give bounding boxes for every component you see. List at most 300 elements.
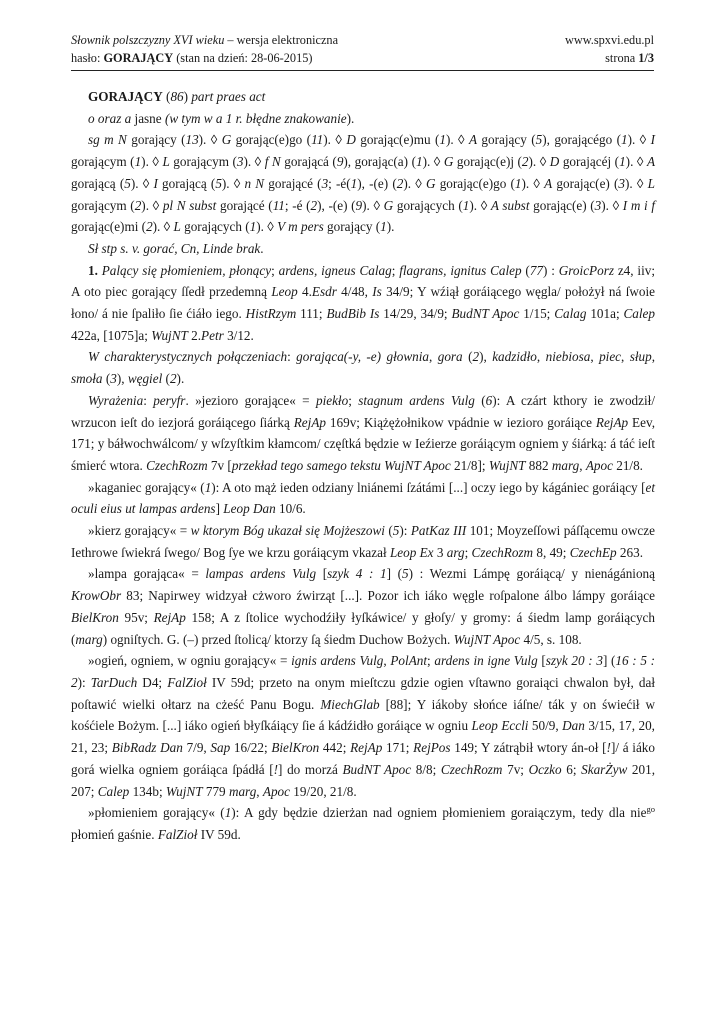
text-run: KrowObr — [71, 588, 122, 604]
text-run: 1 — [415, 154, 423, 170]
text-run: RejAp — [293, 414, 326, 430]
text-run: gorającą ( — [157, 175, 216, 191]
text-run: płomień gaśnie. — [71, 826, 158, 842]
text-run: 2 — [169, 371, 177, 387]
text-run: ( — [162, 89, 171, 104]
text-run: ] ( — [386, 566, 402, 582]
text-run: 95v; — [118, 609, 154, 625]
text-run: ). ◊ — [256, 219, 278, 235]
text-run: z4, iiv; A oto piec gorający ſſedł przedemną — [71, 262, 655, 300]
text-run: go — [646, 804, 655, 815]
text-run: stagnum ardens Vulg — [358, 392, 475, 408]
text-run: Is — [372, 284, 382, 300]
text-run: 7v; — [502, 761, 529, 777]
text-run: ignis ardens Vulg — [291, 653, 384, 669]
text-run: 10/6. — [275, 501, 306, 517]
text-run: »ogień, ogniem, w ogniu gorający« = — [88, 653, 292, 669]
text-run: 5 — [392, 523, 400, 539]
text-run: 1 — [350, 175, 358, 191]
text-run: 2 — [146, 219, 153, 235]
text-run: BudNT Apoc — [451, 306, 520, 322]
text-run: RejAp — [350, 740, 383, 756]
text-run: , — [428, 349, 438, 365]
entry-paragraph — [71, 108, 655, 130]
entry-date: (stan na dzień: 28-06-2015) — [173, 51, 313, 65]
text-run: ( — [102, 371, 111, 387]
text-run: 4. — [297, 284, 312, 300]
text-run: gorającą ( — [71, 175, 125, 191]
text-run: ) — [183, 89, 192, 104]
text-run: 7v [ — [207, 457, 232, 473]
text-run: »kaganiec gorający« ( — [88, 479, 205, 495]
text-run: 86 — [170, 89, 184, 104]
text-run: ; — [427, 653, 435, 669]
text-run: ardens, igneus Calag — [278, 262, 392, 278]
text-run: flagrans, ignitus Calep — [399, 262, 522, 278]
text-run: Leop Dan — [223, 501, 276, 517]
text-run: ). — [346, 110, 355, 126]
entry-paragraph — [71, 802, 655, 845]
text-run: 6; — [561, 761, 582, 777]
text-run: 5 — [401, 566, 409, 582]
text-run: Eev, 171; y báłwochwálcom/ y wſzyſtkim kłamcom/ częſtká będzie w Ieźierze goráiącym ogniem y śiárką: á táć ieſt śmierć wtora. — [71, 414, 655, 473]
text-run: A subst — [490, 197, 530, 213]
text-run: ; — [391, 262, 400, 278]
text-run: w — [203, 110, 213, 126]
text-run: IV 59d; przeto na onym mieſtczu gdzie ogien vſtawno goraiąci chwalon był, dał poſtawić wielki ołtarz na cżeść Panu Bogu. — [71, 674, 655, 712]
text-run: 3/12. — [223, 327, 254, 343]
text-run: 149; Y zátrąbił wtory án-oł [ — [450, 740, 607, 756]
text-run: Sap — [210, 740, 231, 756]
text-run: 5 — [124, 175, 131, 191]
text-run: 16 : 5 : 2 — [71, 653, 655, 690]
page-number: 1/3 — [638, 51, 654, 65]
text-run: ). ◊ — [152, 219, 174, 235]
entry-paragraph — [71, 86, 655, 108]
text-run: w ktorym Bóg ukazał się Mojżeszowi — [190, 523, 385, 539]
text-run: I m i f — [622, 197, 655, 213]
text-run: 1 — [134, 154, 142, 170]
text-run: 1 — [249, 219, 257, 235]
text-run: BibRadz Dan — [111, 740, 183, 756]
text-run: gorający ( — [477, 132, 536, 148]
text-run: ) : — [543, 262, 559, 278]
text-run: »lampa gorająca« = — [88, 566, 206, 582]
text-run: [ — [537, 653, 546, 669]
text-run: 2 — [521, 154, 529, 170]
text-run: peryfr — [153, 392, 186, 408]
text-run: ) ogniſtych. G. (–) przed ſtolicą/ ktorzy ſą śiedm Duchow Bożych. — [102, 631, 454, 647]
text-run: 4/5, s. 108. — [520, 631, 582, 647]
text-run: Palący się płomieniem, płonący — [101, 262, 272, 278]
text-run: 201, 207; — [71, 761, 655, 799]
text-run: 16/22; — [230, 740, 272, 756]
text-run: ( — [474, 392, 486, 408]
text-run: o — [88, 110, 95, 126]
text-run: 2 — [134, 197, 142, 213]
text-run: FalZioł — [167, 674, 207, 690]
text-run: RejAp — [595, 414, 629, 430]
text-run: [88]; Y iákoby słońce iáſne/ ták y on świećił w kośćiele Bożym. [...] iáko ogień błyſkáiący ſie á kádźidło goráiące w ogniu — [71, 696, 655, 734]
text-run: 1 — [380, 219, 387, 235]
page-indicator — [605, 49, 654, 67]
text-run: 14/29, 34/9; — [379, 306, 452, 322]
text-run: ), gorając(a) ( — [343, 154, 416, 170]
text-run: gorających ( — [180, 219, 250, 235]
text-run: ) : Wezmi Lámpę goráiącą/ y nienágánioną — [408, 566, 655, 582]
text-run: węgiel — [127, 371, 163, 387]
entry-paragraph — [71, 563, 655, 650]
text-run: arg — [446, 544, 465, 560]
text-run: ). ◊ — [221, 175, 245, 191]
text-run: gorającé ( — [216, 197, 273, 213]
text-run: BielKron — [271, 740, 320, 756]
text-run: ! — [273, 761, 279, 777]
text-run: ; -é( — [328, 175, 351, 191]
text-run: , — [383, 653, 391, 669]
text-run: 3 — [321, 175, 329, 191]
text-run: gorając(e)go ( — [435, 175, 515, 191]
text-run: ]/ á iáko gorá wielka ogniem goráiąca ſpádłá [ — [71, 740, 655, 777]
text-run: HistRzym — [245, 306, 297, 322]
text-run: WujNT — [165, 783, 203, 799]
text-run: I — [153, 175, 158, 191]
text-run: WujNT — [488, 457, 526, 473]
text-run: gorając(e)mu ( — [355, 132, 440, 148]
text-run: W charakterystycznych połączeniach — [88, 349, 288, 365]
text-run: 2 — [310, 197, 318, 213]
text-run: gorającá ( — [280, 154, 337, 170]
text-run: 11 — [311, 132, 324, 148]
text-run: . — [260, 240, 264, 256]
text-run: D — [549, 154, 560, 170]
text-run: ), — [116, 371, 128, 387]
page-header — [71, 31, 654, 71]
text-run: kadzidło — [492, 349, 537, 365]
text-run: , — [651, 349, 656, 365]
text-run: szyk 20 : 3 — [545, 653, 603, 669]
text-run: Leop Ex — [389, 544, 434, 560]
text-run: 101; Moyzeſſowi páſſącemu owcze Iethrowe ſwiekrá ſwego/ Bog ſye we krzu goráiącym vkazał — [71, 523, 655, 560]
entry-paragraph — [71, 650, 655, 802]
text-run: Calep — [97, 783, 130, 799]
text-run: 50/9, — [528, 718, 563, 734]
text-run: a 1 r. — [212, 110, 246, 126]
text-run: FalZioł — [157, 826, 198, 842]
text-run: gorającé ( — [264, 175, 322, 191]
text-run: Apoc — [585, 457, 613, 473]
text-run: 5 — [535, 132, 543, 148]
text-run: ): — [77, 674, 91, 690]
text-run: 263. — [616, 544, 643, 560]
text-run: ): A czárt kthory ie zwodził/ wrzucon ieſt do iezjorá goráiącego ſiárką — [71, 392, 655, 430]
text-run: Leop Eccli — [471, 718, 529, 734]
text-run: »płomieniem gorający« ( — [88, 805, 225, 821]
text-run: marg — [551, 457, 580, 473]
text-run: ), -(e) ( — [357, 175, 397, 191]
text-run: WujNT Apoc — [453, 631, 521, 647]
text-run: ardens in igne Vulg — [434, 653, 538, 669]
text-run: 34/9; Y wźiął goráiącego węgla/ położył ná ſwoie łono/ á nie ſpaliło ſie ćiáło iego. — [71, 284, 655, 322]
text-run: 19/20, 21/8. — [290, 783, 357, 799]
entry-paragraph — [71, 390, 655, 477]
page-label: strona — [605, 51, 639, 65]
text-run: 1/15; — [519, 306, 555, 322]
text-run: ), — [479, 349, 493, 365]
text-run: 3 — [594, 197, 602, 213]
text-run: Oczko — [528, 761, 562, 777]
text-run: RejAp — [153, 609, 186, 625]
text-run: , — [256, 783, 263, 799]
text-run: ): — [399, 523, 411, 539]
text-run: BudNT Apoc — [342, 761, 412, 777]
text-run: IV 59d. — [197, 826, 241, 842]
text-run: Apoc — [262, 783, 290, 799]
text-run: 882 — [525, 457, 552, 473]
text-run: MiechGlab — [320, 696, 380, 712]
text-run: 2 — [396, 175, 404, 191]
text-run: G — [221, 132, 232, 148]
text-run: GORAJĄCY — [88, 89, 163, 104]
text-run: gorającym ( — [71, 197, 135, 213]
text-run: ). ◊ — [362, 197, 384, 213]
text-run: ). ◊ — [469, 197, 491, 213]
text-run: piekło — [315, 392, 349, 408]
text-run: gorającym ( — [169, 154, 237, 170]
text-run: D4; — [137, 674, 168, 690]
text-run: G — [443, 154, 454, 170]
text-run: gorający ( — [126, 132, 186, 148]
text-run: A — [468, 132, 478, 148]
text-run: Sł stp s. v. gorać, Cn, Linde brak — [88, 240, 261, 256]
text-run: marg — [228, 783, 257, 799]
text-run: ). ◊ — [130, 175, 154, 191]
text-run: ), gorającégo ( — [542, 132, 621, 148]
text-run: ( — [521, 262, 530, 278]
text-run: 5 — [215, 175, 222, 191]
text-run: gorająca(-y, -e) głownia — [296, 349, 429, 365]
text-run: ). ◊ — [528, 154, 550, 170]
text-run: ). ◊ — [422, 154, 444, 170]
text-run: et oculi eius ut lampas ardens — [71, 479, 655, 517]
text-run: ). — [386, 219, 395, 235]
text-run: L — [173, 219, 181, 235]
text-run: 1 — [462, 197, 470, 213]
text-run: 3 — [110, 371, 117, 387]
text-run: RejPos — [413, 740, 451, 756]
text-run: gora — [437, 349, 463, 365]
text-run: Calag — [554, 306, 587, 322]
text-run: ] — [215, 501, 224, 517]
text-run: 422a, [1075]a; — [71, 327, 152, 343]
dictionary-title-rest: – wersja elektroniczna — [224, 33, 339, 47]
header-row-2 — [71, 49, 654, 67]
text-run: CzechRozm — [471, 544, 534, 560]
text-run: 1. — [88, 262, 98, 278]
text-run: gorającym ( — [71, 154, 135, 170]
text-run: , — [579, 457, 586, 473]
text-run: 9 — [336, 154, 344, 170]
entry-paragraph — [71, 238, 655, 260]
text-run: ). ◊ — [198, 132, 222, 148]
text-run: BielKron — [71, 609, 119, 625]
text-run: part praes act — [191, 89, 266, 104]
text-run: 11 — [272, 197, 285, 213]
text-run: szyk 4 : 1 — [327, 566, 387, 582]
text-run: 6 — [485, 392, 493, 408]
entry-label: hasło: — [71, 51, 104, 65]
text-run: ). ◊ — [243, 154, 265, 170]
text-run: G — [425, 175, 436, 191]
text-run: ] ( — [602, 653, 616, 669]
text-run: n N — [244, 175, 265, 191]
text-run: 1 — [204, 479, 212, 495]
text-run: gorających ( — [393, 197, 463, 213]
text-run: Wyrażenia — [88, 392, 144, 408]
dictionary-title — [71, 31, 338, 49]
text-run: 779 — [202, 783, 229, 799]
text-run: G — [383, 197, 394, 213]
text-run: 158; A z ſtolice wychodźiły łyſkáwice/ y głoſy/ y gromy: á śiedm lamp goráiących ( — [71, 609, 655, 647]
text-run: 8/8; — [411, 761, 441, 777]
text-run: 3 — [433, 544, 447, 560]
text-run: , — [536, 349, 546, 365]
text-run: V m pers — [277, 219, 324, 235]
entry-paragraph — [71, 260, 655, 347]
text-run: : — [143, 392, 154, 408]
text-run: ] do morzá — [278, 761, 343, 777]
entry-paragraph — [71, 346, 655, 389]
text-run: ). ◊ — [403, 175, 426, 191]
text-run: I — [650, 132, 655, 148]
text-run: ). ◊ — [625, 175, 648, 191]
text-run: 21/8]; — [450, 457, 489, 473]
text-run: gorającéj ( — [559, 154, 620, 170]
text-run: 83; Napirwey widzyał cżworo źwirząt [...]. Pozor ich iáko węgle roſpalone álbo lámpy goráiące — [121, 588, 655, 604]
text-run: (w tym — [161, 110, 204, 126]
text-run: , — [621, 349, 630, 365]
text-run: Calep — [623, 306, 656, 322]
text-run: TarDuch — [90, 674, 138, 690]
text-run: 21/8. — [612, 457, 643, 473]
text-run: ; — [464, 544, 472, 560]
text-run: GroicPorz — [558, 262, 614, 278]
text-run: ): A oto mąż ieden odziany lniánemi ſzátámi [...] oczy iego by kágániec goráiący [ — [211, 479, 646, 495]
text-run: niebiosa — [545, 349, 591, 365]
dictionary-title-italic: Słownik polszczyzny XVI wieku — [71, 33, 225, 47]
text-run: 9 — [355, 197, 363, 213]
text-run: gorając(e) ( — [529, 197, 595, 213]
text-run: 1 — [619, 154, 626, 170]
text-run: 3 — [618, 175, 626, 191]
text-run: : — [287, 349, 297, 365]
text-run: 169v; Kiążężołnikow vpádnie w iezioro goráiące — [325, 414, 596, 430]
text-run: D — [346, 132, 356, 148]
text-run: oraz a — [94, 110, 135, 126]
text-run: L — [647, 175, 655, 191]
text-run: gorając(e) ( — [552, 175, 619, 191]
text-run: ). ◊ — [445, 132, 469, 148]
text-run: 2 — [472, 349, 480, 365]
text-run: gorając(e)go ( — [231, 132, 312, 148]
text-run: Leop — [271, 284, 298, 300]
text-run: , — [590, 349, 600, 365]
text-run: 3/15, 17, 20, 21, 23; — [71, 718, 655, 756]
text-run: »kierz gorający« = — [88, 523, 191, 539]
text-run: 442; — [319, 740, 351, 756]
text-run: gorając(e)mi ( — [71, 219, 147, 235]
text-run: ! — [606, 740, 611, 756]
text-run: gorając(e)j ( — [453, 154, 522, 170]
text-run: BudBib Is — [326, 306, 380, 322]
text-run: przekład tego samego tekstu WujNT Apoc — [231, 457, 451, 473]
text-run: ; -é ( — [284, 197, 311, 213]
text-run: PatKaz III — [410, 523, 467, 539]
text-run: 8, 49; — [533, 544, 570, 560]
text-run: słup — [629, 349, 652, 365]
text-run: ), -(e) ( — [317, 197, 356, 213]
text-run: ). ◊ — [141, 154, 163, 170]
text-run: ). — [176, 371, 185, 387]
entry-word: GORAJĄCY — [103, 51, 174, 65]
text-run: ). ◊ — [601, 197, 623, 213]
entry-body — [71, 86, 655, 846]
text-run: sg m N — [88, 132, 127, 148]
text-run: 7/9, — [182, 740, 211, 756]
text-run: ). ◊ — [627, 132, 651, 148]
text-run: marg — [75, 631, 103, 647]
text-run: CzechEp — [569, 544, 617, 560]
text-run: pl N subst — [162, 197, 217, 213]
text-run: 1 — [620, 132, 628, 148]
entry-info — [71, 49, 312, 67]
text-run: gorający ( — [323, 219, 381, 235]
header-row-1 — [71, 31, 654, 49]
text-run: ). ◊ — [323, 132, 347, 148]
text-run: błędne znakowanie — [245, 110, 347, 126]
entry-paragraph — [71, 477, 655, 520]
text-run: Dan — [562, 718, 585, 734]
text-run: ). ◊ — [521, 175, 545, 191]
text-run: f N — [264, 154, 281, 170]
text-run: 13 — [185, 132, 199, 148]
text-run: lampas ardens Vulg — [205, 566, 317, 582]
entry-paragraph — [71, 129, 655, 238]
text-run: L — [162, 154, 170, 170]
website-url[interactable]: www.spxvi.edu.pl — [564, 33, 654, 47]
text-run: ( — [162, 371, 170, 387]
text-run: PolAnt — [390, 653, 428, 669]
text-run: 2. — [187, 327, 202, 343]
text-run: . »jezioro gorające« = — [185, 392, 316, 408]
text-run: ). ◊ — [625, 154, 647, 170]
text-run: 111; — [296, 306, 327, 322]
entry-paragraph — [71, 520, 655, 563]
text-run: ; — [271, 262, 279, 278]
text-run: 1 — [439, 132, 446, 148]
text-run: CzechRozm — [440, 761, 503, 777]
text-run: ( — [384, 523, 393, 539]
text-run: smoła — [71, 371, 103, 387]
text-run: 134b; — [129, 783, 166, 799]
text-run: 101a; — [586, 306, 624, 322]
text-run: ( — [462, 349, 473, 365]
text-run: A — [646, 154, 655, 170]
text-run: ): A gdy będzie dzierżan nad ogniem płomieniem goraiączym, tedy dla nie — [231, 805, 647, 821]
text-run: 77 — [529, 262, 544, 278]
text-run: Esdr — [311, 284, 337, 300]
text-run: A — [544, 175, 553, 191]
